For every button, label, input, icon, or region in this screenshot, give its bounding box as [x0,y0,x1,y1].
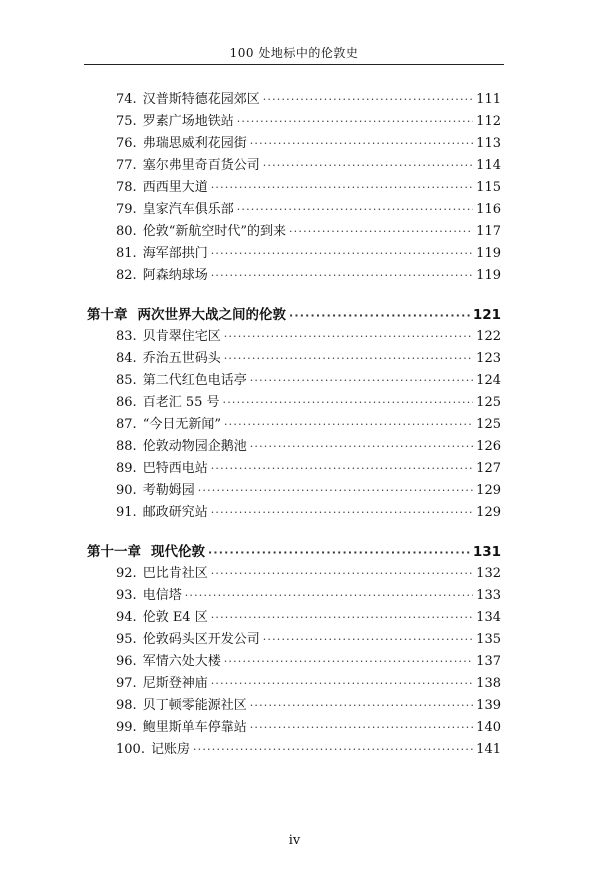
toc-entry[interactable] [0,502,589,524]
entry-number: 74. [116,92,137,107]
table-of-contents [0,89,589,761]
entry-number: 83. [116,329,137,344]
entry-number: 75. [116,114,137,129]
toc-entry[interactable] [0,717,589,739]
entry-page: 112 [476,114,501,129]
dot-leader [224,326,473,348]
toc-section [0,304,589,524]
toc-entry[interactable] [0,480,589,502]
entry-title: 记账房 [150,742,190,757]
dot-leader [263,89,473,111]
toc-entry[interactable] [0,370,589,392]
entry-number: 86. [116,395,137,410]
entry-number: 93. [116,588,137,603]
entry-number: 98. [116,698,137,713]
entry-number: 81. [116,246,137,261]
dot-leader [211,177,473,199]
toc-entry[interactable] [0,155,589,177]
header-rule [84,64,504,65]
dot-leader [250,133,473,155]
toc-entry[interactable] [0,177,589,199]
dot-leader [289,221,473,243]
entry-title: 皇家汽车俱乐部 [142,202,234,217]
dot-leader [237,199,473,221]
page-folio: iv [288,833,301,848]
toc-entry[interactable] [0,458,589,480]
entry-page: 116 [476,202,501,217]
dot-leader [250,695,473,717]
toc-entry[interactable] [0,348,589,370]
entry-page: 114 [476,158,501,173]
entry-page: 138 [476,676,501,691]
entry-page: 119 [476,268,501,283]
dot-leader [208,542,470,564]
entry-title: 西西里大道 [142,180,208,195]
entry-page: 135 [476,632,501,647]
entry-page: 125 [476,395,501,410]
entry-title: 第二代红色电话亭 [142,373,247,388]
entry-number: 85. [116,373,137,388]
dot-leader [289,305,470,327]
entry-number: 96. [116,654,137,669]
entry-page: 124 [476,373,501,388]
entry-page: 133 [476,588,501,603]
dot-leader [211,458,473,480]
entry-page: 129 [476,483,501,498]
running-title: 100 处地标中的伦敦史 [229,46,359,60]
toc-entry[interactable] [0,651,589,673]
entry-title: 尼斯登神庙 [142,676,208,691]
entry-number: 91. [116,505,137,520]
chapter-heading[interactable] [0,541,589,563]
dot-leader [250,370,473,392]
dot-leader [193,739,473,761]
toc-entry[interactable] [0,563,589,585]
dot-leader [263,629,473,651]
toc-entry[interactable] [0,695,589,717]
entry-page: 137 [476,654,501,669]
chapter-label: 第十一章 [87,544,141,560]
toc-entry[interactable] [0,89,589,111]
toc-section [0,89,589,287]
toc-entry[interactable] [0,392,589,414]
chapter-title: 现代伦敦 [151,544,205,560]
toc-entry[interactable] [0,436,589,458]
chapter-page: 131 [472,544,501,560]
entry-title: 伦敦动物园企鹅池 [142,439,247,454]
dot-leader [211,265,473,287]
entry-number: 80. [116,224,137,239]
chapter-title: 两次世界大战之间的伦敦 [137,307,286,323]
entry-title: 巴特西电站 [142,461,208,476]
entry-title: 弗瑞思威利花园街 [142,136,247,151]
entry-title: 海军部拱门 [142,246,208,261]
entry-page: 111 [476,92,501,107]
entry-page: 125 [476,417,501,432]
entry-title: 电信塔 [142,588,182,603]
dot-leader [185,585,473,607]
entry-number: 84. [116,351,137,366]
entry-title: 考勒姆园 [142,483,195,498]
entry-page: 126 [476,439,501,454]
dot-leader [237,111,473,133]
chapter-page: 121 [472,307,501,323]
toc-entry[interactable] [0,629,589,651]
entry-number: 97. [116,676,137,691]
entry-title: 巴比肯社区 [142,566,208,581]
toc-entry[interactable] [0,607,589,629]
entry-number: 99. [116,720,137,735]
dot-leader [198,480,473,502]
entry-title: 伦敦“新航空时代”的到来 [142,224,286,239]
entry-title: 鲍里斯单车停靠站 [142,720,247,735]
entry-page: 134 [476,610,501,625]
toc-entry[interactable] [0,739,589,761]
dot-leader [263,155,473,177]
entry-number: 95. [116,632,137,647]
entry-page: 129 [476,505,501,520]
toc-entry[interactable] [0,133,589,155]
entry-page: 119 [476,246,501,261]
entry-title: 罗素广场地铁站 [142,114,234,129]
entry-title: 汉普斯特德花园郊区 [142,92,260,107]
entry-page: 123 [476,351,501,366]
entry-title: 百老汇 55 号 [142,395,220,410]
dot-leader [250,436,473,458]
entry-page: 140 [476,720,501,735]
toc-entry[interactable] [0,326,589,348]
chapter-label: 第十章 [87,307,128,323]
entry-page: 115 [476,180,501,195]
dot-leader [224,348,473,370]
dot-leader [211,502,473,524]
entry-number: 87. [116,417,137,432]
chapter-heading[interactable] [0,304,589,326]
entry-number: 78. [116,180,137,195]
entry-number: 100. [116,742,145,757]
entry-page: 132 [476,566,501,581]
entry-number: 90. [116,483,137,498]
entry-title: 贝丁顿零能源社区 [142,698,247,713]
entry-title: 贝肯翠住宅区 [142,329,221,344]
toc-section [0,541,589,761]
entry-number: 94. [116,610,137,625]
toc-entry[interactable] [0,221,589,243]
entry-title: 伦敦码头区开发公司 [142,632,260,647]
toc-entry[interactable] [0,199,589,221]
dot-leader [250,717,473,739]
entry-page: 139 [476,698,501,713]
dot-leader [223,392,474,414]
toc-entry[interactable] [0,243,589,265]
toc-entry[interactable] [0,111,589,133]
entry-number: 82. [116,268,137,283]
entry-page: 113 [476,136,501,151]
dot-leader [211,673,473,695]
dot-leader [211,607,473,629]
entry-title: 阿森纳球场 [142,268,208,283]
dot-leader [224,414,473,436]
entry-title: “今日无新闻” [142,417,221,432]
entry-number: 77. [116,158,137,173]
entry-title: 邮政研究站 [142,505,208,520]
entry-number: 79. [116,202,137,217]
dot-leader [211,243,473,265]
entry-page: 117 [476,224,501,239]
entry-title: 伦敦 E4 区 [142,610,208,625]
toc-entry[interactable] [0,673,589,695]
entry-number: 89. [116,461,137,476]
entry-title: 乔治五世码头 [142,351,221,366]
entry-number: 88. [116,439,137,454]
toc-entry[interactable] [0,265,589,287]
entry-page: 122 [476,329,501,344]
entry-number: 92. [116,566,137,581]
entry-title: 塞尔弗里奇百货公司 [142,158,260,173]
toc-entry[interactable] [0,414,589,436]
dot-leader [211,563,473,585]
dot-leader [224,651,473,673]
entry-number: 76. [116,136,137,151]
entry-page: 141 [476,742,501,757]
toc-entry[interactable] [0,585,589,607]
entry-title: 军情六处大楼 [142,654,221,669]
entry-page: 127 [476,461,501,476]
